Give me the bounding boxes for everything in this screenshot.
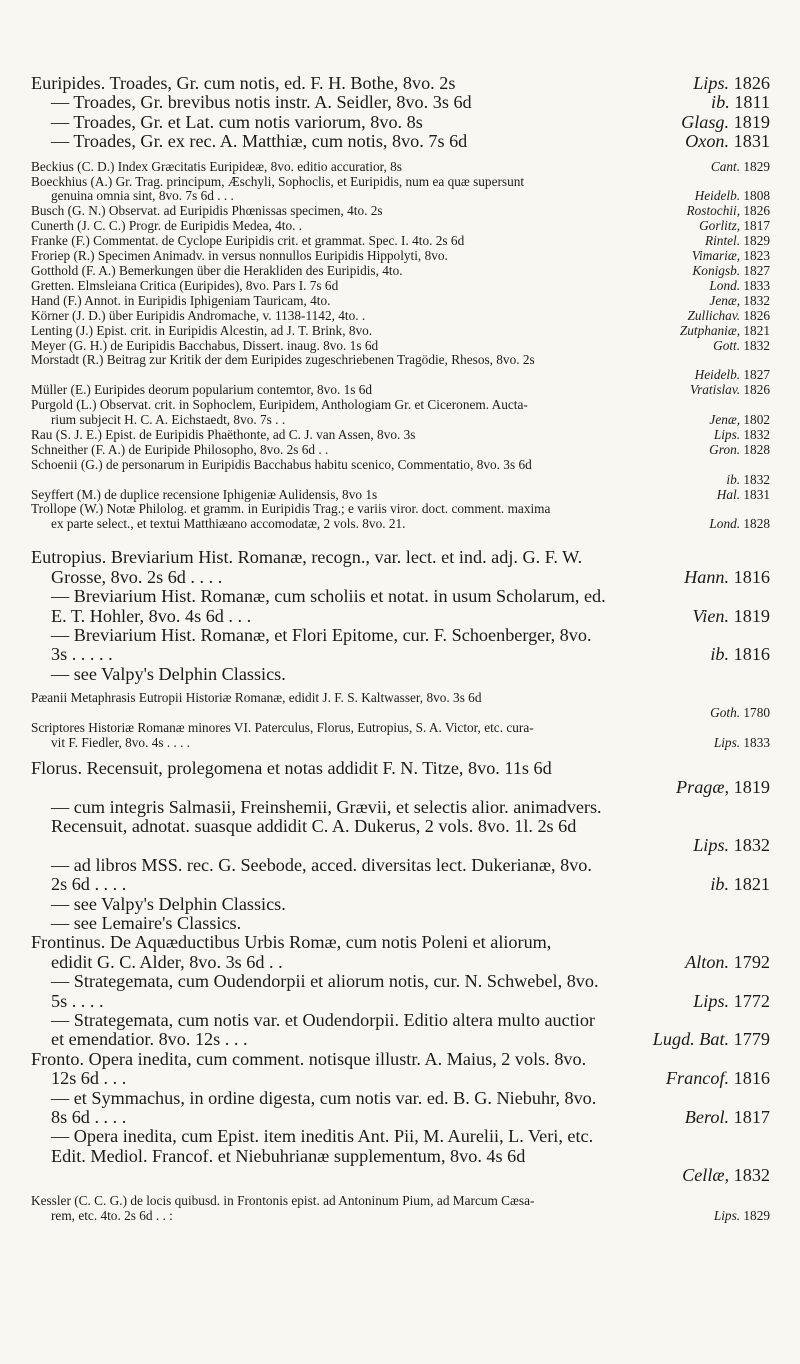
catalogue-line <box>31 607 770 626</box>
catalogue-line <box>31 339 770 354</box>
entry-text: Trollope (W.) Notæ Philolog. et gramm. in Euripidis Trag.; e variis viror. doct. comment. maxima <box>31 502 551 517</box>
entry-text: — Breviarium Hist. Romanæ, cum scholiis et notat. in usum Scholarum, ed. <box>51 587 606 607</box>
catalogue-line <box>31 175 770 190</box>
catalogue-line <box>31 279 770 294</box>
catalogue-line <box>31 568 770 587</box>
entry-text: Froriep (R.) Specimen Animadv. in versus nonnullos Euripidis Hippolyti, 8vo. <box>31 249 448 264</box>
entry-text: Kessler (C. C. G.) de locis quibusd. in Frontonis epist. ad Antoninum Pium, ad Marcum Cæsa- <box>31 1193 535 1208</box>
imprint-place-year: Heidelb. 1827 <box>691 368 770 383</box>
entry-text: — see Lemaire's Classics. <box>51 914 242 933</box>
catalogue-line <box>31 160 770 175</box>
catalogue-line <box>31 443 770 458</box>
catalogue-line <box>31 413 770 428</box>
fronto-related-works <box>31 1194 770 1224</box>
entry-text: — Strategemata, cum notis var. et Oudendorpii. Editio altera multo auctior <box>51 1011 595 1031</box>
catalogue-line <box>31 219 770 234</box>
catalogue-line <box>31 309 770 324</box>
entry-text: — ad libros MSS. rec. G. Seebode, acced. diversitas lect. Dukerianæ, 8vo. <box>51 855 592 875</box>
entry-text: Florus. Recensuit, prolegomena et notas addidit F. N. Titze, 8vo. 11s 6d <box>31 758 552 778</box>
entry-text: vit F. Fiedler, 8vo. 4s . . . . <box>51 735 191 750</box>
entry-text: Scriptores Historiæ Romanæ minores VI. Paterculus, Florus, Eutropius, S. A. Victor, etc. cura- <box>31 720 534 735</box>
entry-text: Rau (S. J. E.) Epist. de Euripidis Phaëthonte, ad C. J. van Assen, 8vo. 3s <box>31 427 416 442</box>
imprint-place-year: Berol. 1817 <box>681 1108 770 1127</box>
entry-text: genuina omnia sint, 8vo. 7s 6d . . . <box>51 189 234 204</box>
catalogue-line <box>31 665 770 684</box>
catalogue-line <box>31 914 770 933</box>
catalogue-line <box>31 398 770 413</box>
entry-text: — Strategemata, cum Oudendorpii et aliorum notis, cur. N. Schwebel, 8vo. <box>51 972 599 992</box>
catalogue-line <box>31 204 770 219</box>
entry-text: Lenting (J.) Epist. crit. in Euripidis Alcestin, ad J. T. Brink, 8vo. <box>31 323 373 338</box>
imprint-place-year: Lugd. Bat. 1779 <box>649 1030 770 1049</box>
eutropius-related-works <box>31 691 770 751</box>
entry-text: — Troades, Gr. brevibus notis instr. A. Seidler, 8vo. 3s 6d <box>51 93 472 113</box>
entry-text: Cunerth (J. C. C.) Progr. de Euripidis Medea, 4to. . <box>31 219 303 234</box>
catalogue-line <box>31 1108 770 1127</box>
entry-text: Boeckhius (A.) Gr. Trag. principum, Æschyli, Sophoclis, et Euripidis, num ea quæ supersunt <box>31 174 525 189</box>
imprint-place-year: Lips. 1832 <box>710 428 770 443</box>
imprint-place-year: Oxon. 1831 <box>681 132 770 151</box>
entry-text: Hand (F.) Annot. in Euripidis Iphigeniam Tauricam, 4to. <box>31 293 331 308</box>
catalogue-line <box>31 548 770 567</box>
catalogue-line <box>31 778 770 797</box>
catalogue-line <box>31 458 770 473</box>
imprint-place-year: ib. 1811 <box>707 93 770 112</box>
imprint-place-year: Heidelb. 1808 <box>691 189 770 204</box>
imprint-place-year: ib. 1821 <box>706 875 770 894</box>
imprint-place-year: Gron. 1828 <box>705 443 770 458</box>
entry-text <box>31 778 36 797</box>
imprint-place-year: Konigsb. 1827 <box>688 264 770 279</box>
entry-text: Franke (F.) Commentat. de Cyclope Euripidis crit. et grammat. Spec. I. 4to. 2s 6d <box>31 234 465 249</box>
imprint-place-year: Alton. 1792 <box>681 953 770 972</box>
imprint-place-year: ib. 1832 <box>722 473 770 488</box>
catalogue-line <box>31 93 770 112</box>
imprint-place-year: Rintel. 1829 <box>701 234 770 249</box>
imprint-place-year: Cant. 1829 <box>707 160 770 175</box>
catalogue-line <box>31 353 770 368</box>
eutropius-main-entries <box>31 548 770 684</box>
entry-text: — Troades, Gr. et Lat. cum notis variorum, 8vo. 8s <box>51 112 423 132</box>
entry-text: Gretten. Elmsleiana Critica (Euripides), 8vo. Pars I. 7s 6d <box>31 278 339 293</box>
florus-frontinus-fronto-entries <box>31 759 770 1186</box>
catalogue-line <box>31 972 770 991</box>
entry-text: ex parte select., et textui Matthiæano accomodatæ, 2 vols. 8vo. 21. <box>51 517 406 532</box>
catalogue-line <box>31 473 770 488</box>
catalogue-line <box>31 502 770 517</box>
catalogue-line <box>31 368 770 383</box>
imprint-place-year: Zullichav. 1826 <box>684 309 771 324</box>
imprint-place-year: Glasg. 1819 <box>677 113 770 132</box>
catalogue-line <box>31 1166 770 1185</box>
catalogue-line <box>31 587 770 606</box>
imprint-place-year: Lips. 1833 <box>710 736 770 751</box>
entry-text: — see Valpy's Delphin Classics. <box>51 664 286 684</box>
catalogue-line <box>31 836 770 855</box>
entry-text: Euripides. Troades, Gr. cum notis, ed. F. H. Bothe, 8vo. 2s <box>31 74 456 93</box>
imprint-place-year: Jenæ, 1832 <box>705 294 770 309</box>
catalogue-line <box>31 1194 770 1209</box>
catalogue-line <box>31 189 770 204</box>
catalogue-line <box>31 234 770 249</box>
imprint-place-year: Hann. 1816 <box>680 568 770 587</box>
catalogue-line <box>31 113 770 132</box>
catalogue-line <box>31 1127 770 1146</box>
entry-text: Körner (J. D.) über Euripidis Andromache, v. 1138-1142, 4to. . <box>31 308 366 323</box>
entry-text: rium subjecit H. C. A. Eichstaedt, 8vo. 7s . . <box>51 413 286 428</box>
entry-text: — see Valpy's Delphin Classics. <box>51 894 286 914</box>
entry-text: Meyer (G. H.) de Euripidis Bacchabus, Dissert. inaug. 8vo. 1s 6d <box>31 338 379 353</box>
entry-text: Morstadt (R.) Beitrag zur Kritik der dem Euripides zugeschriebenen Tragödie, Rhesos, 8vo. 2s <box>31 353 535 368</box>
entry-text: 8s 6d . . . . <box>51 1108 127 1128</box>
entry-text: Müller (E.) Euripides deorum popularium contemtor, 8vo. 1s 6d <box>31 383 373 398</box>
entry-text: — cum integris Salmasii, Freinshemii, Grævii, et selectis alior. animadvers. <box>51 797 602 817</box>
imprint-place-year: Gott. 1832 <box>709 339 770 354</box>
catalogue-line <box>31 1030 770 1049</box>
entry-text: Gotthold (F. A.) Bemerkungen über die Herakliden des Euripidis, 4to. <box>31 263 403 278</box>
imprint-place-year: Lips. 1826 <box>689 74 770 93</box>
catalogue-line <box>31 1209 770 1224</box>
imprint-place-year: Lips. 1829 <box>710 1209 770 1224</box>
imprint-place-year: ib. 1816 <box>706 645 770 664</box>
entry-text: Fronto. Opera inedita, cum comment. notisque illustr. A. Maius, 2 vols. 8vo. <box>31 1049 587 1069</box>
catalogue-line <box>31 645 770 664</box>
catalogue-line <box>31 895 770 914</box>
imprint-place-year: Vratislav. 1826 <box>686 383 770 398</box>
imprint-place-year: Hal. 1831 <box>713 488 770 503</box>
entry-text: 3s . . . . . <box>51 645 113 665</box>
euripides-related-works <box>31 160 770 533</box>
imprint-place-year: Gorlitz, 1817 <box>695 219 770 234</box>
catalogue-line <box>31 759 770 778</box>
entry-text <box>31 706 34 721</box>
catalogue-line <box>31 798 770 817</box>
catalogue-line <box>31 249 770 264</box>
entry-text: 5s . . . . <box>51 991 104 1011</box>
catalogue-line <box>31 736 770 751</box>
imprint-place-year: Francof. 1816 <box>662 1069 770 1088</box>
catalogue-line <box>31 517 770 532</box>
entry-text <box>31 836 36 855</box>
euripides-main-entries <box>31 74 770 152</box>
catalogue-line <box>31 1089 770 1108</box>
entry-text: Grosse, 8vo. 2s 6d . . . . <box>51 567 223 587</box>
entry-text <box>31 473 34 488</box>
catalogue-line <box>31 706 770 721</box>
entry-text: Beckius (C. D.) Index Græcitatis Euripideæ, 8vo. editio accuratior, 8s <box>31 159 402 174</box>
imprint-place-year: Lond. 1833 <box>705 279 770 294</box>
imprint-place-year: Lips. 1832 <box>689 836 770 855</box>
entry-text: — Troades, Gr. ex rec. A. Matthiæ, cum notis, 8vo. 7s 6d <box>51 132 468 152</box>
entry-text: — Opera inedita, cum Epist. item ineditis Ant. Pii, M. Aurelii, L. Veri, etc. <box>51 1127 594 1147</box>
catalogue-line <box>31 875 770 894</box>
catalogue-line <box>31 992 770 1011</box>
entry-text: Pæanii Metaphrasis Eutropii Historiæ Romanæ, edidit J. F. S. Kaltwasser, 8vo. 3s 6d <box>31 691 482 706</box>
entry-text: 12s 6d . . . <box>51 1069 127 1089</box>
entry-text: E. T. Hohler, 8vo. 4s 6d . . . <box>51 606 252 626</box>
imprint-place-year: Zutphaniæ, 1821 <box>676 324 770 339</box>
catalogue-line <box>31 817 770 836</box>
entry-text: Schneither (F. A.) de Euripide Philosopho, 8vo. 2s 6d . . <box>31 442 329 457</box>
entry-text: — et Symmachus, in ordine digesta, cum notis var. ed. B. G. Niebuhr, 8vo. <box>51 1088 597 1108</box>
catalogue-line <box>31 428 770 443</box>
entry-text: Seyffert (M.) de duplice recensione Iphigeniæ Aulidensis, 8vo 1s <box>31 487 378 502</box>
catalogue-line <box>31 1050 770 1069</box>
entry-text: Schoenii (G.) de personarum in Euripidis Bacchabus habitu scenico, Commentatio, 8vo. 3s 6d <box>31 457 532 472</box>
catalogue-line <box>31 1147 770 1166</box>
catalogue-line <box>31 132 770 151</box>
catalogue-line <box>31 488 770 503</box>
entry-text: — Breviarium Hist. Romanæ, et Flori Epitome, cur. F. Schoenberger, 8vo. <box>51 625 592 645</box>
catalogue-line <box>31 953 770 972</box>
catalogue-line <box>31 626 770 645</box>
entry-text: edidit G. C. Alder, 8vo. 3s 6d . . <box>51 952 283 972</box>
catalogue-line <box>31 74 770 93</box>
imprint-place-year: Jenæ, 1802 <box>705 413 770 428</box>
imprint-place-year: Lond. 1828 <box>705 517 770 532</box>
imprint-place-year: Lips. 1772 <box>689 992 770 1011</box>
catalogue-line <box>31 721 770 736</box>
entry-text: Recensuit, adnotat. suasque addidit C. A. Dukerus, 2 vols. 8vo. 1l. 2s 6d <box>51 816 577 836</box>
catalogue-line <box>31 1011 770 1030</box>
entry-text: et emendatior. 8vo. 12s . . . <box>51 1030 248 1050</box>
imprint-place-year: Vien. 1819 <box>689 607 770 626</box>
catalogue-line <box>31 383 770 398</box>
entry-text: Frontinus. De Aquæductibus Urbis Romæ, cum notis Poleni et aliorum, <box>31 933 552 953</box>
entry-text: Purgold (L.) Observat. crit. in Sophoclem, Euripidem, Anthologiam Gr. et Ciceronem. Aucta- <box>31 398 528 413</box>
imprint-place-year: Goth. 1780 <box>706 706 770 721</box>
imprint-place-year: Pragæ, 1819 <box>672 778 770 797</box>
entry-text: rem, etc. 4to. 2s 6d . . : <box>51 1208 173 1223</box>
catalogue-line <box>31 691 770 706</box>
imprint-place-year: Vimariæ, 1823 <box>688 249 770 264</box>
entry-text: Busch (G. N.) Observat. ad Euripidis Phœnissas specimen, 4to. 2s <box>31 204 383 219</box>
catalogue-line <box>31 324 770 339</box>
entry-text: Edit. Mediol. Francof. et Niebuhrianæ supplementum, 8vo. 4s 6d <box>51 1146 526 1166</box>
catalogue-line <box>31 294 770 309</box>
catalogue-line <box>31 264 770 279</box>
catalogue-line <box>31 1069 770 1088</box>
imprint-place-year: Cellæ, 1832 <box>678 1166 770 1185</box>
catalogue-line <box>31 933 770 952</box>
entry-text <box>31 1166 36 1185</box>
entry-text: 2s 6d . . . . <box>51 875 127 895</box>
entry-text <box>31 368 34 383</box>
catalogue-line <box>31 856 770 875</box>
imprint-place-year: Rostochii, 1826 <box>683 204 770 219</box>
entry-text: Eutropius. Breviarium Hist. Romanæ, recogn., var. lect. et ind. adj. G. F. W. <box>31 548 583 568</box>
